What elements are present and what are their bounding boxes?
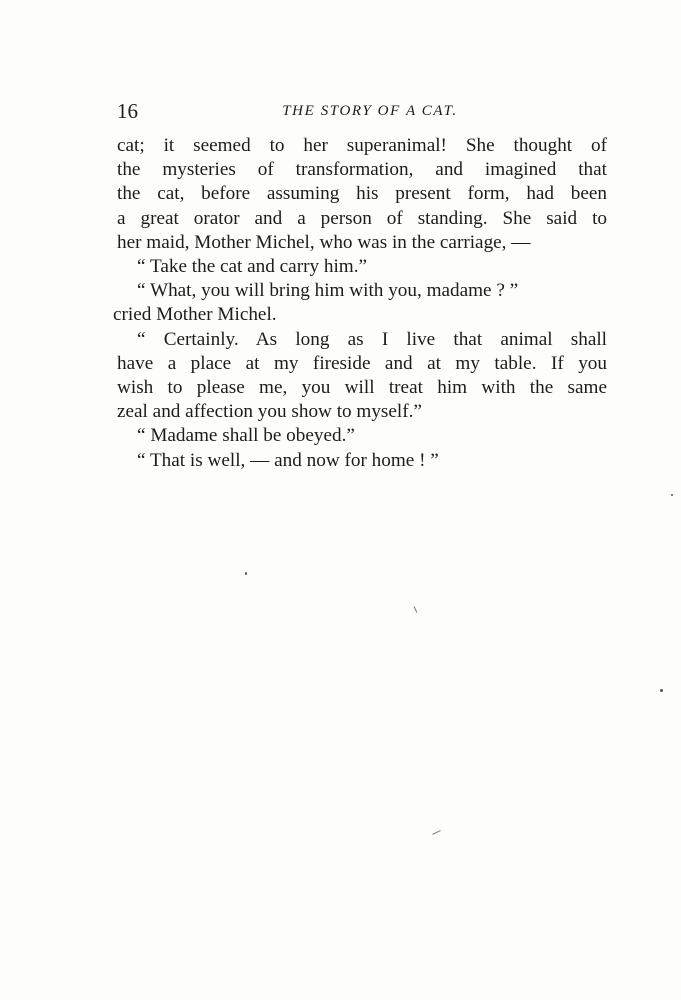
running-head: [117, 96, 607, 126]
scan-speck: [432, 830, 441, 835]
text-line: the cat, before assuming his present form, had been: [117, 183, 607, 205]
scan-speck: [660, 689, 663, 692]
dialogue-line: “ Take the cat and carry him.”: [137, 256, 368, 278]
text-line: zeal and affection you show to myself.”: [117, 401, 422, 423]
text-line: have a place at my fireside and at my table. If you: [117, 352, 607, 374]
text-line: the mysteries of transformation, and imagined that: [117, 159, 607, 181]
scan-speck: [245, 572, 247, 575]
text-line: her maid, Mother Michel, who was in the carriage, —: [117, 231, 531, 253]
body-text: [113, 134, 607, 473]
text-line: wish to please me, you will treat him with the same: [117, 377, 607, 399]
text-line: cried Mother Michel.: [113, 304, 277, 326]
dialogue-line: “ What, you will bring him with you, madame ? ”: [137, 280, 519, 302]
dialogue-line: “ Madame shall be obeyed.”: [137, 425, 355, 447]
text-line: a great orator and a person of standing. She said to: [117, 207, 607, 229]
page-number: 16: [117, 99, 138, 123]
dialogue-line: “ Certainly. As long as I live that animal shall: [137, 328, 607, 350]
text-line: cat; it seemed to her superanimal! She thought of: [117, 135, 607, 156]
scan-speck: [671, 494, 673, 496]
dialogue-line: “ That is well, — and now for home ! ”: [137, 449, 439, 471]
scan-speck: [414, 606, 418, 613]
running-title: THE STORY OF A CAT.: [282, 103, 458, 119]
